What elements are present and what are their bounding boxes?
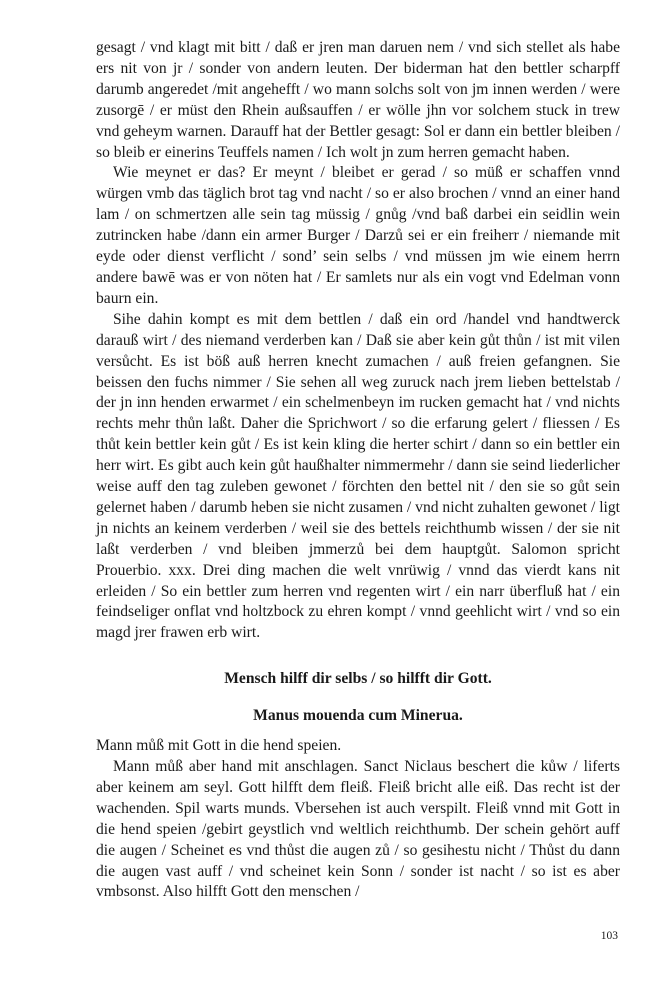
- page-number: 103: [600, 930, 618, 942]
- paragraph-4: Mann můß aber hand mit anschlagen. Sanct Niclaus beschert die kůw / liferts aber keinem am seyl. Gott hilfft dem fleiß. Fleiß bricht alle eiß. Das recht ist der wachenden. Spil warts munds. Vbersehen ist auch verspilt. Fleiß vnnd mit Gott in die hend speien /gebirt geystlich vnd weltlich reichthumb. Der schein gehört auff die augen / Scheinet es vnd thůst die augen zů / so gesihestu nicht / Thůst du dann die augen vast auff / vnd scheinet kein Sonn / sonder ist nacht / so ist es aber vmbsonst. Also hilfft Gott den menschen /: [96, 758, 620, 901]
- page-body: [96, 38, 620, 903]
- section-subheading: Manus mouenda cum Minerua.: [253, 707, 463, 725]
- paragraph-3: Sihe dahin kompt es mit dem bettlen / daß ein ord /handel vnd handtwerck darauß wirt / des niemand verderben kan / Daß sie aber kein gůt thůn / ist mit vilen versůcht. Es ist böß auß herren knecht zumachen / auß freien gefangnen. Sie beissen den fuchs nimmer / Sie sehen all weg zuruck nach jrem lieben bettelstab / der jn inn henden erwarmet / ein schelmenbeyn im rucken gemacht hat / vnd nichts rechts mehr thůn laßt. Daher die Sprichwort / so die erfarung gelert / fliessen / Es thůt kein bettler kein gůt / Es ist kein kling die herter schirt / dann so ein bettler ein herr wirt. Es gibt auch kein gůt haußhalter nimmermehr / dann sie seind liederlicher weise auff den tag zuleben gewonet / förchten den bettel nit / den sie so gůt sein gelernet haben / darumb heben sie nicht zusamen / vnd nicht zuhalten gewonet / ligt jn nichts an keinem verderben / weil sie des bettels reichthumb wissen / der sie nit laßt verderben / vnd bleiben jmmerzů bei dem hauptgůt. Salomon spricht Prouerbio. xxx. Drei ding machen die welt vnrüwig / vnnd das vierdt kans nit erleiden / So ein bettler zum herren vnd regenten wirt / ein narr überfluß hat / ein feindseliger onflat vnd holtzbock zu ehren kompt / vnnd geehlicht wirt / vnd so ein magd jrer frawen erb wirt.: [96, 310, 620, 642]
- proverb-line: Mann můß mit Gott in die hend speien.: [96, 737, 342, 755]
- paragraph-2: Wie meynet er das? Er meynt / bleibet er gerad / so müß er schaffen vnnd würgen vmb das täglich brot tag vnd nacht / so er also brochen / vnnd an einer hand lam / on schmertzen alle sein tag müssig / gnůg /vnd baß darbei ein seidlin wein zutrincken habe /dann ein armer Burger / Darzů sei er ein freiherr / niemande mit eyde oder dienst verflicht / sond’ sein selbs / vnd müssen jm wie einem herrn andere bawē was er von nöten hat / Er samlets nur als ein vogt vnd Edelman vonn baurn ein.: [96, 164, 620, 307]
- section-heading: Mensch hilff dir selbs / so hilfft dir Gott.: [224, 670, 492, 688]
- paragraph-1: gesagt / vnd klagt mit bitt / daß er jren man daruen nem / vnd sich stellet als habe ers nit von jr / sonder von andern leuten. Der biderman hat den bettler scharpff darumb angeredet /mit angehefft / wo mann solchs solt von jm innen werden / were zusorgē / er müst den Rhein außsauffen / er wölle jhn vor solchem stuck in trew vnd geheym warnen. Darauff hat der Bettler gesagt: Sol er dann ein bettler bleiben / so bleib er einerins Teuffels namen / Ich wolt jn zum herren gemacht haben.: [96, 39, 620, 161]
